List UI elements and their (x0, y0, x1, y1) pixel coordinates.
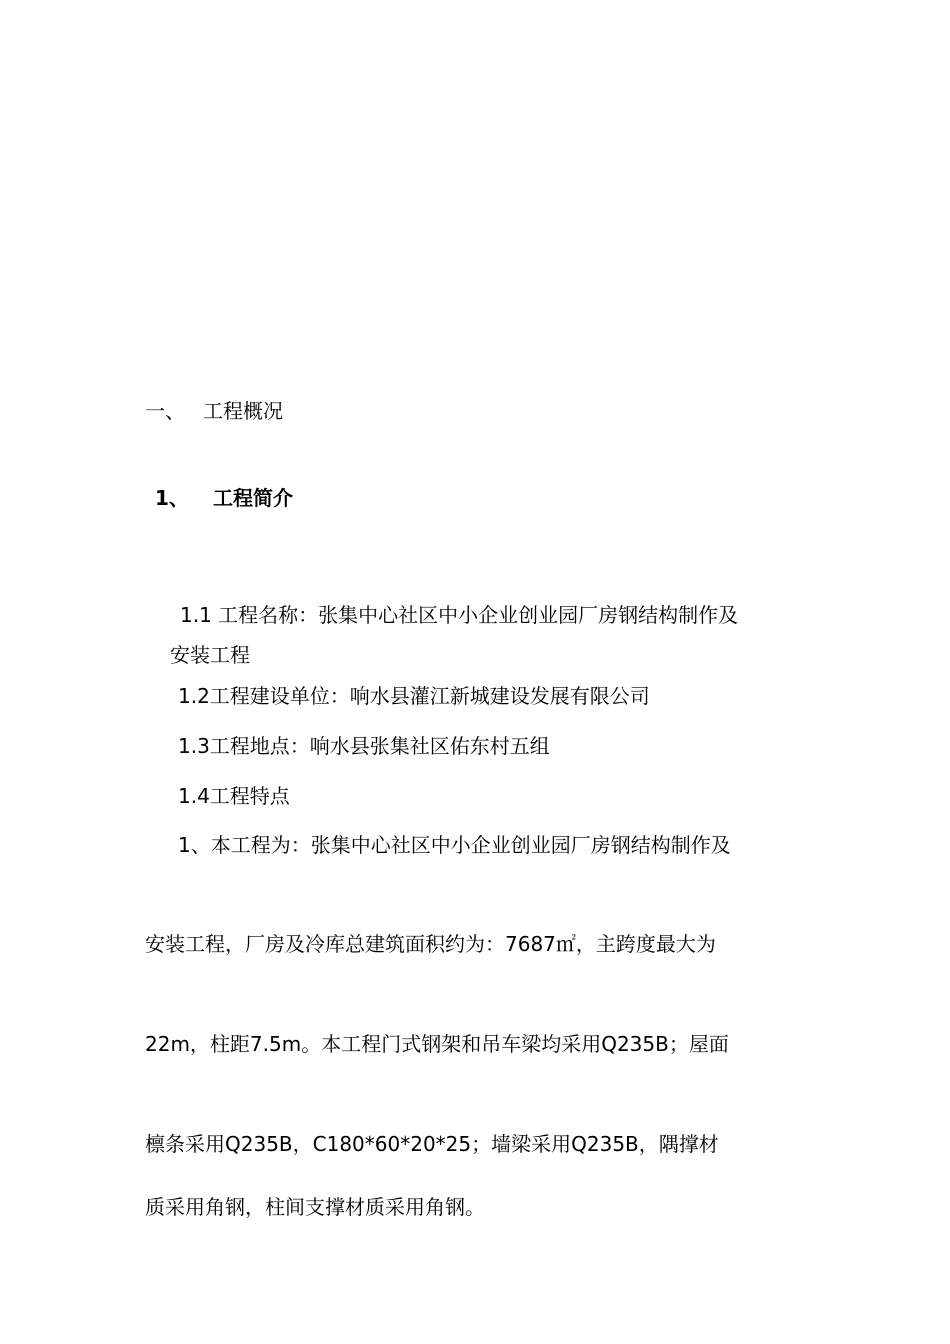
subsection-title: 工程简介 (213, 486, 293, 510)
section-title: 工程概况 (203, 399, 283, 423)
paragraph-line-4: 质采用角钢，柱间支撑材质采用角钢。 (145, 1195, 485, 1219)
item-project-name-line1: 1.1 工程名称：张集中心社区中小企业创业园厂房钢结构制作及 (180, 603, 739, 627)
paragraph-line-3: 檩条采用Q235B，C180*60*20*25；墙梁采用Q235B，隅撑材 (145, 1132, 719, 1156)
paragraph-line-2: 22m，柱距7.5m。本工程门式钢架和吊车梁均采用Q235B；屋面 (145, 1032, 729, 1056)
subsection-number: 1、 (155, 486, 189, 510)
item-project-features: 1.4工程特点 (178, 784, 290, 808)
item-project-name-line2: 安装工程 (170, 643, 250, 667)
feature-1-intro: 1、本工程为：张集中心社区中小企业创业园厂房钢结构制作及 (178, 833, 731, 857)
paragraph-line-1: 安装工程，厂房及冷库总建筑面积约为：7687㎡，主跨度最大为 (145, 932, 716, 956)
item-project-location: 1.3工程地点：响水县张集社区佑东村五组 (178, 734, 550, 758)
item-construction-unit: 1.2工程建设单位：响水县灌江新城建设发展有限公司 (178, 684, 650, 708)
section-number: 一、 (145, 399, 185, 423)
